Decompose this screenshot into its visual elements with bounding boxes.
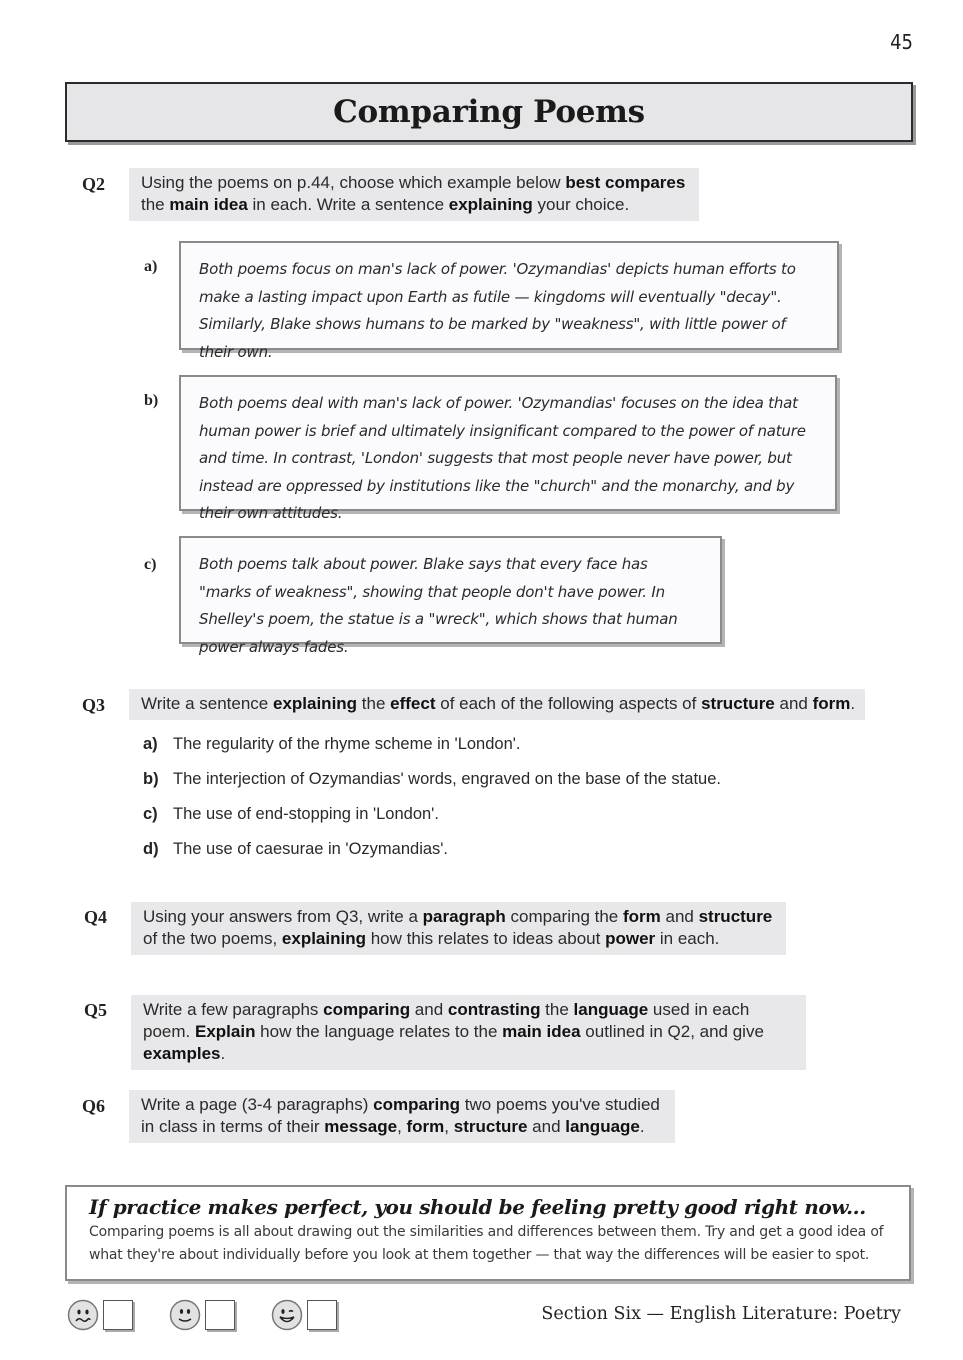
rating-sad (67, 1299, 133, 1331)
question-label-q4: Q4 (84, 907, 108, 927)
question-label-q2: Q2 (82, 174, 106, 194)
title-banner (65, 82, 913, 142)
question-label-q6: Q6 (82, 1096, 106, 1116)
answer-option-a: Both poems focus on man's lack of power. 'Ozymandias' depicts human efforts to make a lasting impact upon Earth as futile — kingdoms will eventually "decay". Similarly, Blake shows humans to be marked by "weakness", with little power of their own. (179, 241, 839, 350)
question-prompt-q6: Write a page (3-4 paragraphs) comparing two poems you've studied in class in terms of their message, form, structure and language. (129, 1090, 675, 1143)
sub-item-c: c) The use of end-stopping in 'London'. (143, 805, 439, 823)
question-prompt-q4: Using your answers from Q3, write a paragraph comparing the form and structure of the two poems, explaining how this relates to ideas about power in each. (131, 902, 786, 955)
question-prompt-q2: Using the poems on p.44, choose which example below best compares the main idea in each. Write a sentence explaining your choice. (129, 168, 699, 221)
sub-item-d: d) The use of caesurae in 'Ozymandias'. (143, 840, 449, 858)
answer-option-b: Both poems deal with man's lack of power. 'Ozymandias' focuses on the idea that human power is brief and ultimately insignificant compared to the power of nature and time. In contrast, 'London' suggests that most people never have power, but instead are oppressed by institutions like the "church" and the monarchy, and by their own attitudes. (179, 375, 837, 511)
tip-body: Comparing poems is all about drawing out the similarities and differences between them. Try and get a good idea of what they're about individually before you look at them together — that way the differences will be easier to spot. (89, 1224, 884, 1263)
sub-item-b: b) The interjection of Ozymandias' words, engraved on the base of the statue. (143, 770, 721, 788)
rating-neutral (169, 1299, 235, 1331)
tip-title: If practice makes perfect, you should be feeling pretty good right now... (89, 1195, 866, 1219)
q3-sub-items (143, 735, 721, 875)
wink-grin-icon (271, 1299, 303, 1331)
rating-happy (271, 1299, 337, 1331)
question-prompt-q3: Write a sentence explaining the effect of each of the following aspects of structure and form. (129, 689, 865, 720)
question-label-q5: Q5 (84, 1000, 108, 1020)
question-prompt-q5: Write a few paragraphs comparing and contrasting the language used in each poem. Explain how the language relates to the main idea outlined in Q2, and give examples. (131, 995, 806, 1070)
answer-option-c: Both poems talk about power. Blake says that every face has "marks of weakness", showing that people don't have power. In Shelley's poem, the statue is a "wreck", which shows that human power always fades. (179, 536, 722, 644)
sad-face-icon (67, 1299, 99, 1331)
neutral-smile-icon (169, 1299, 201, 1331)
option-label-a: a) (144, 258, 158, 275)
page-title: Comparing Poems (333, 94, 645, 130)
page-number: 45 (890, 30, 913, 54)
section-footer: Section Six — English Literature: Poetry (541, 1304, 901, 1324)
rating-checkbox-happy[interactable] (307, 1300, 337, 1330)
question-label-q3: Q3 (82, 695, 106, 715)
sub-item-a: a) The regularity of the rhyme scheme in 'London'. (143, 735, 521, 753)
tip-box (65, 1185, 911, 1281)
rating-checkbox-neutral[interactable] (205, 1300, 235, 1330)
option-label-b: b) (144, 392, 159, 409)
rating-checkbox-sad[interactable] (103, 1300, 133, 1330)
option-label-c: c) (144, 556, 157, 573)
